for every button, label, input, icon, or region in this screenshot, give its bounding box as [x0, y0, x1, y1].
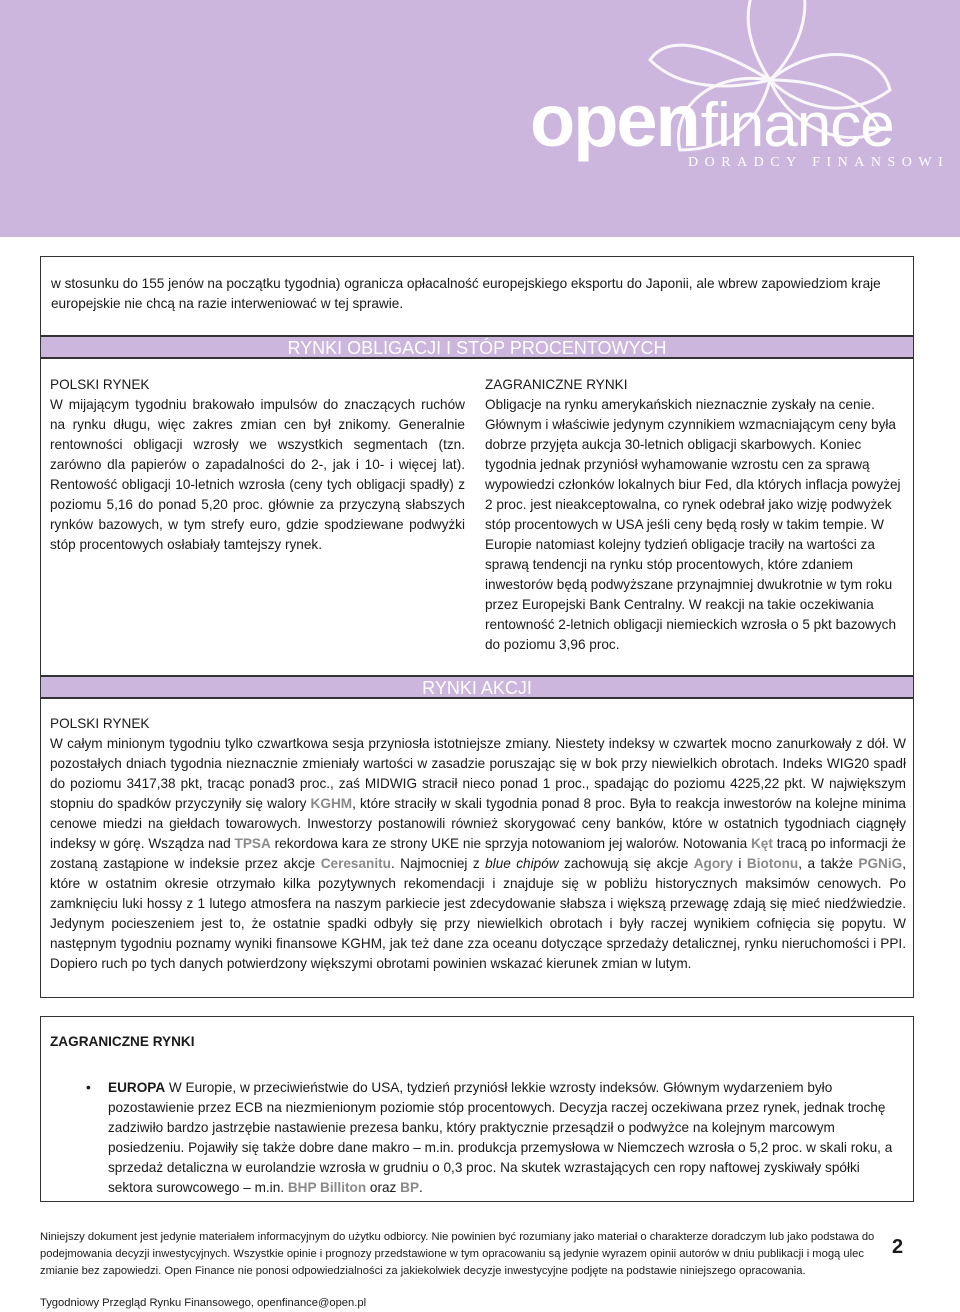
text-run: tracą po informacji że zostaną zastąpione w indeksie przez akcje [50, 836, 906, 871]
text-run: . Najmocniej z [390, 856, 486, 871]
bonds-foreign-column [485, 375, 905, 655]
section-heading-stocks: RYNKI AKCJI [40, 676, 914, 698]
ticker-bp: BP [400, 1180, 420, 1195]
intro-box [40, 256, 914, 336]
text-run: . [419, 1180, 423, 1195]
header-banner [0, 0, 960, 237]
bonds-foreign-heading: ZAGRANICZNE RYNKI [485, 377, 628, 392]
text-run: , które w ostatnim okresie otrzymało kilka pozytywnych rekomendacji i znajduje się w pobliżu historycznych maksimów cenowych. Po zamknięciu luki hossy z 1 lutego atmosfera na naszym parkiecie jest zdecydowanie słabsza i większą przewagę zdają się mieć niedźwiedzie. Jedynym pocieszeniem jest to, że ostatnie spadki odbyły się przy niewielkich obrotach i były raczej wynikiem cofnięcia się popytu. W następnym tygodniu poznamy wyniki finansowe KGHM, jak też dane zza oceanu dotyczące sprzedaży detalicznej, rynku nieruchomości i PPI. Dopiero ruch po tych danych potwierdzony większymi obrotami powinien wskazać kierunek zmian w lutym. [50, 856, 906, 971]
list-item [50, 1078, 906, 1198]
bonds-polish-text: W mijającym tygodniu brakowało impulsów do znaczących ruchów na rynku długu, więc zakres zmian cen był znikomy. Generalnie rentowności obligacji wzrosły we wszystkich segmentach (tzn. zarówno dla papierów o zapadalności do 2-, jak i 10- i więcej lat). Rentowość obligacji 10-letnich wzrosła (ceny tych obligacji spadły) z poziomu 5,16 do ponad 5,20 proc. głównie za przyczyną słabszych rynków bazowych, w tym strefy euro, gdzie spodziewane podwyżki stóp procentowych osłabiały tamtejszy rynek. [50, 397, 465, 552]
brand-logo [530, 78, 894, 163]
section-heading-bonds: RYNKI OBLIGACJI I STÓP PROCENTOWYCH [40, 336, 914, 358]
logo-finance: finance [700, 91, 894, 160]
ticker-kghm: KGHM [310, 796, 353, 811]
footer-contact: Tygodniowy Przegląd Rynku Finansowego, openfinance@open.pl [40, 1297, 367, 1309]
bonds-polish-column [50, 375, 465, 555]
logo-open: open [530, 79, 699, 162]
footer-disclaimer: Niniejszy dokument jest jedynie materiałem informacyjnym do użytku odbiorcy. Nie powinien być rozumiany jako materiał o charakterze doradczym lub jako podstawa do podejmowania decyzji inwestycyjnych. Wszystkie opinie i prognozy przedstawione w tym opracowaniu są jedynie wyrazem opinii autorów w dniu publikacji i mogą ulec zmianie bez zapowiedzi. Open Finance nie ponosi odpowiedzialności za jakiekolwiek decyzje inwestycyjne podjęte na podstawie niniejszego opracowania. [40, 1231, 875, 1277]
bonds-foreign-text: Obligacje na rynku amerykańskich nieznacznie zyskały na cenie. Głównym i właściwie jedynym czynnikiem wzmacniającym ceny była dobrze przyjęta aukcja 30-letnich obligacji skarbowych. Koniec tygodnia jednak przyniósł wyhamowanie wzrostu cen za sprawą wypowiedzi członków lokalnych biur Fed, dla których inflacja powyżej 2 proc. jest nieakceptowalna, co rynek odebrał jako wizję podwyżek stóp procentowych w USA jeśli ceny będą rosły w takim tempie. W Europie natomiast kolejny tydzień obligacje traciły na wartości za sprawą tendencji na rynku stóp procentowych, które zdaniem inwestorów będą podwyższane przynajmniej dwukrotnie w tym roku przez Europejski Bank Centralny. W reakcji na takie oczekiwania rentowność 2-letnich obligacji niemieckich wzrosła o 5 pkt bazowych do poziomu 3,96 proc. [485, 397, 901, 652]
stocks-polish-heading: POLSKI RYNEK [50, 716, 150, 731]
ticker-pgnig: PGNiG [858, 856, 903, 871]
text-run: rekordowa kara ze strony UKE nie sprzyja notowaniom jej walorów. Notowania [270, 836, 751, 851]
text-run: oraz [366, 1180, 401, 1195]
stocks-foreign-heading: ZAGRANICZNE RYNKI [50, 1034, 195, 1049]
ticker-bhp: BHP Billiton [287, 1180, 367, 1195]
ticker-agora: Agory [693, 856, 733, 871]
text-run: zachowują się akcje [558, 856, 694, 871]
stocks-polish-column [50, 714, 906, 974]
text-run: i [732, 856, 747, 871]
bullet-icon: • [86, 1080, 91, 1095]
text-run: W całym minionym tygodniu tylko czwartkowa sesja przyniosła istotniejsze zmiany. Niestety indeksy w czwartek mocno zanurkowały z dół. W pozostałych dniach tygodnia nieznacznie zmieniały wartości w zasadzie poruszając się w bok przy niewielkich obrotach. Indeks WIG20 spadł do poziomu 3417,38 pkt, tracąc ponad3 proc., zaś MIDWIG stracił nieco ponad 1 proc., spadając do poziomu 4225,22 pkt. W największym stopniu do spadków przyczyniły się walory [50, 736, 906, 811]
text-run: , a także [798, 856, 859, 871]
ticker-ceresanit: Ceresanitu [320, 856, 391, 871]
blue-chip-term: blue chipów [485, 856, 559, 871]
bonds-polish-heading: POLSKI RYNEK [50, 377, 150, 392]
ticker-ket: Kęt [750, 836, 773, 851]
logo-tagline: DORADCY FINANSOWI [688, 155, 950, 170]
text-run: W Europie, w przeciwieństwie do USA, tydzień przyniósł lekkie wzrosty indeksów. Głównym wydarzeniem było pozostawienie przez ECB na niezmienionym poziomie stóp procentowych. Decyzja raczej oczekiwana przez rynek, jednak trochę zadziwiło bardzo jastrzębie nastawienie prezesa banku, który praktycznie przesądził o podwyżce na kolejnym marcowym posiedzeniu. Pojawiły się także dobre dane makro – m.in. produkcja przemysłowa w Niemczech wzrosła o 5,2 proc. w skali roku, a sprzedaż detaliczna w eurolandzie wzrosła w grudniu o 0,3 proc. Na skutek wzrastających cen ropy naftowej zyskiwały spółki sektora surowcowego – m.in. [108, 1080, 893, 1195]
intro-text: w stosunku do 155 jenów na początku tygodnia) ogranicza opłacalność europejskiego eksportu do Japonii, ale wbrew zapowiedziom kraje europejskie nie chcą na razie interweniować w tej sprawie. [51, 276, 881, 311]
page-number: 2 [892, 1236, 904, 1258]
ticker-tpsa: TPSA [234, 836, 271, 851]
region-europa: EUROPA [108, 1080, 166, 1095]
stocks-foreign-column [50, 1032, 906, 1198]
text-run: , które straciły w skali tygodnia ponad 8 proc. Była to reakcja inwestorów na kolejne minima cenowe miedzi na giełdach towarowych. Inwestorzy postanowili również skorygować ceny banków, które w ostatnich tygodniach ciągnęły indeksy w górę. Wsządza nad [50, 796, 906, 851]
stocks-polish-text [50, 734, 906, 974]
ticker-bioton: Biotonu [746, 856, 799, 871]
stocks-foreign-list [50, 1078, 906, 1198]
